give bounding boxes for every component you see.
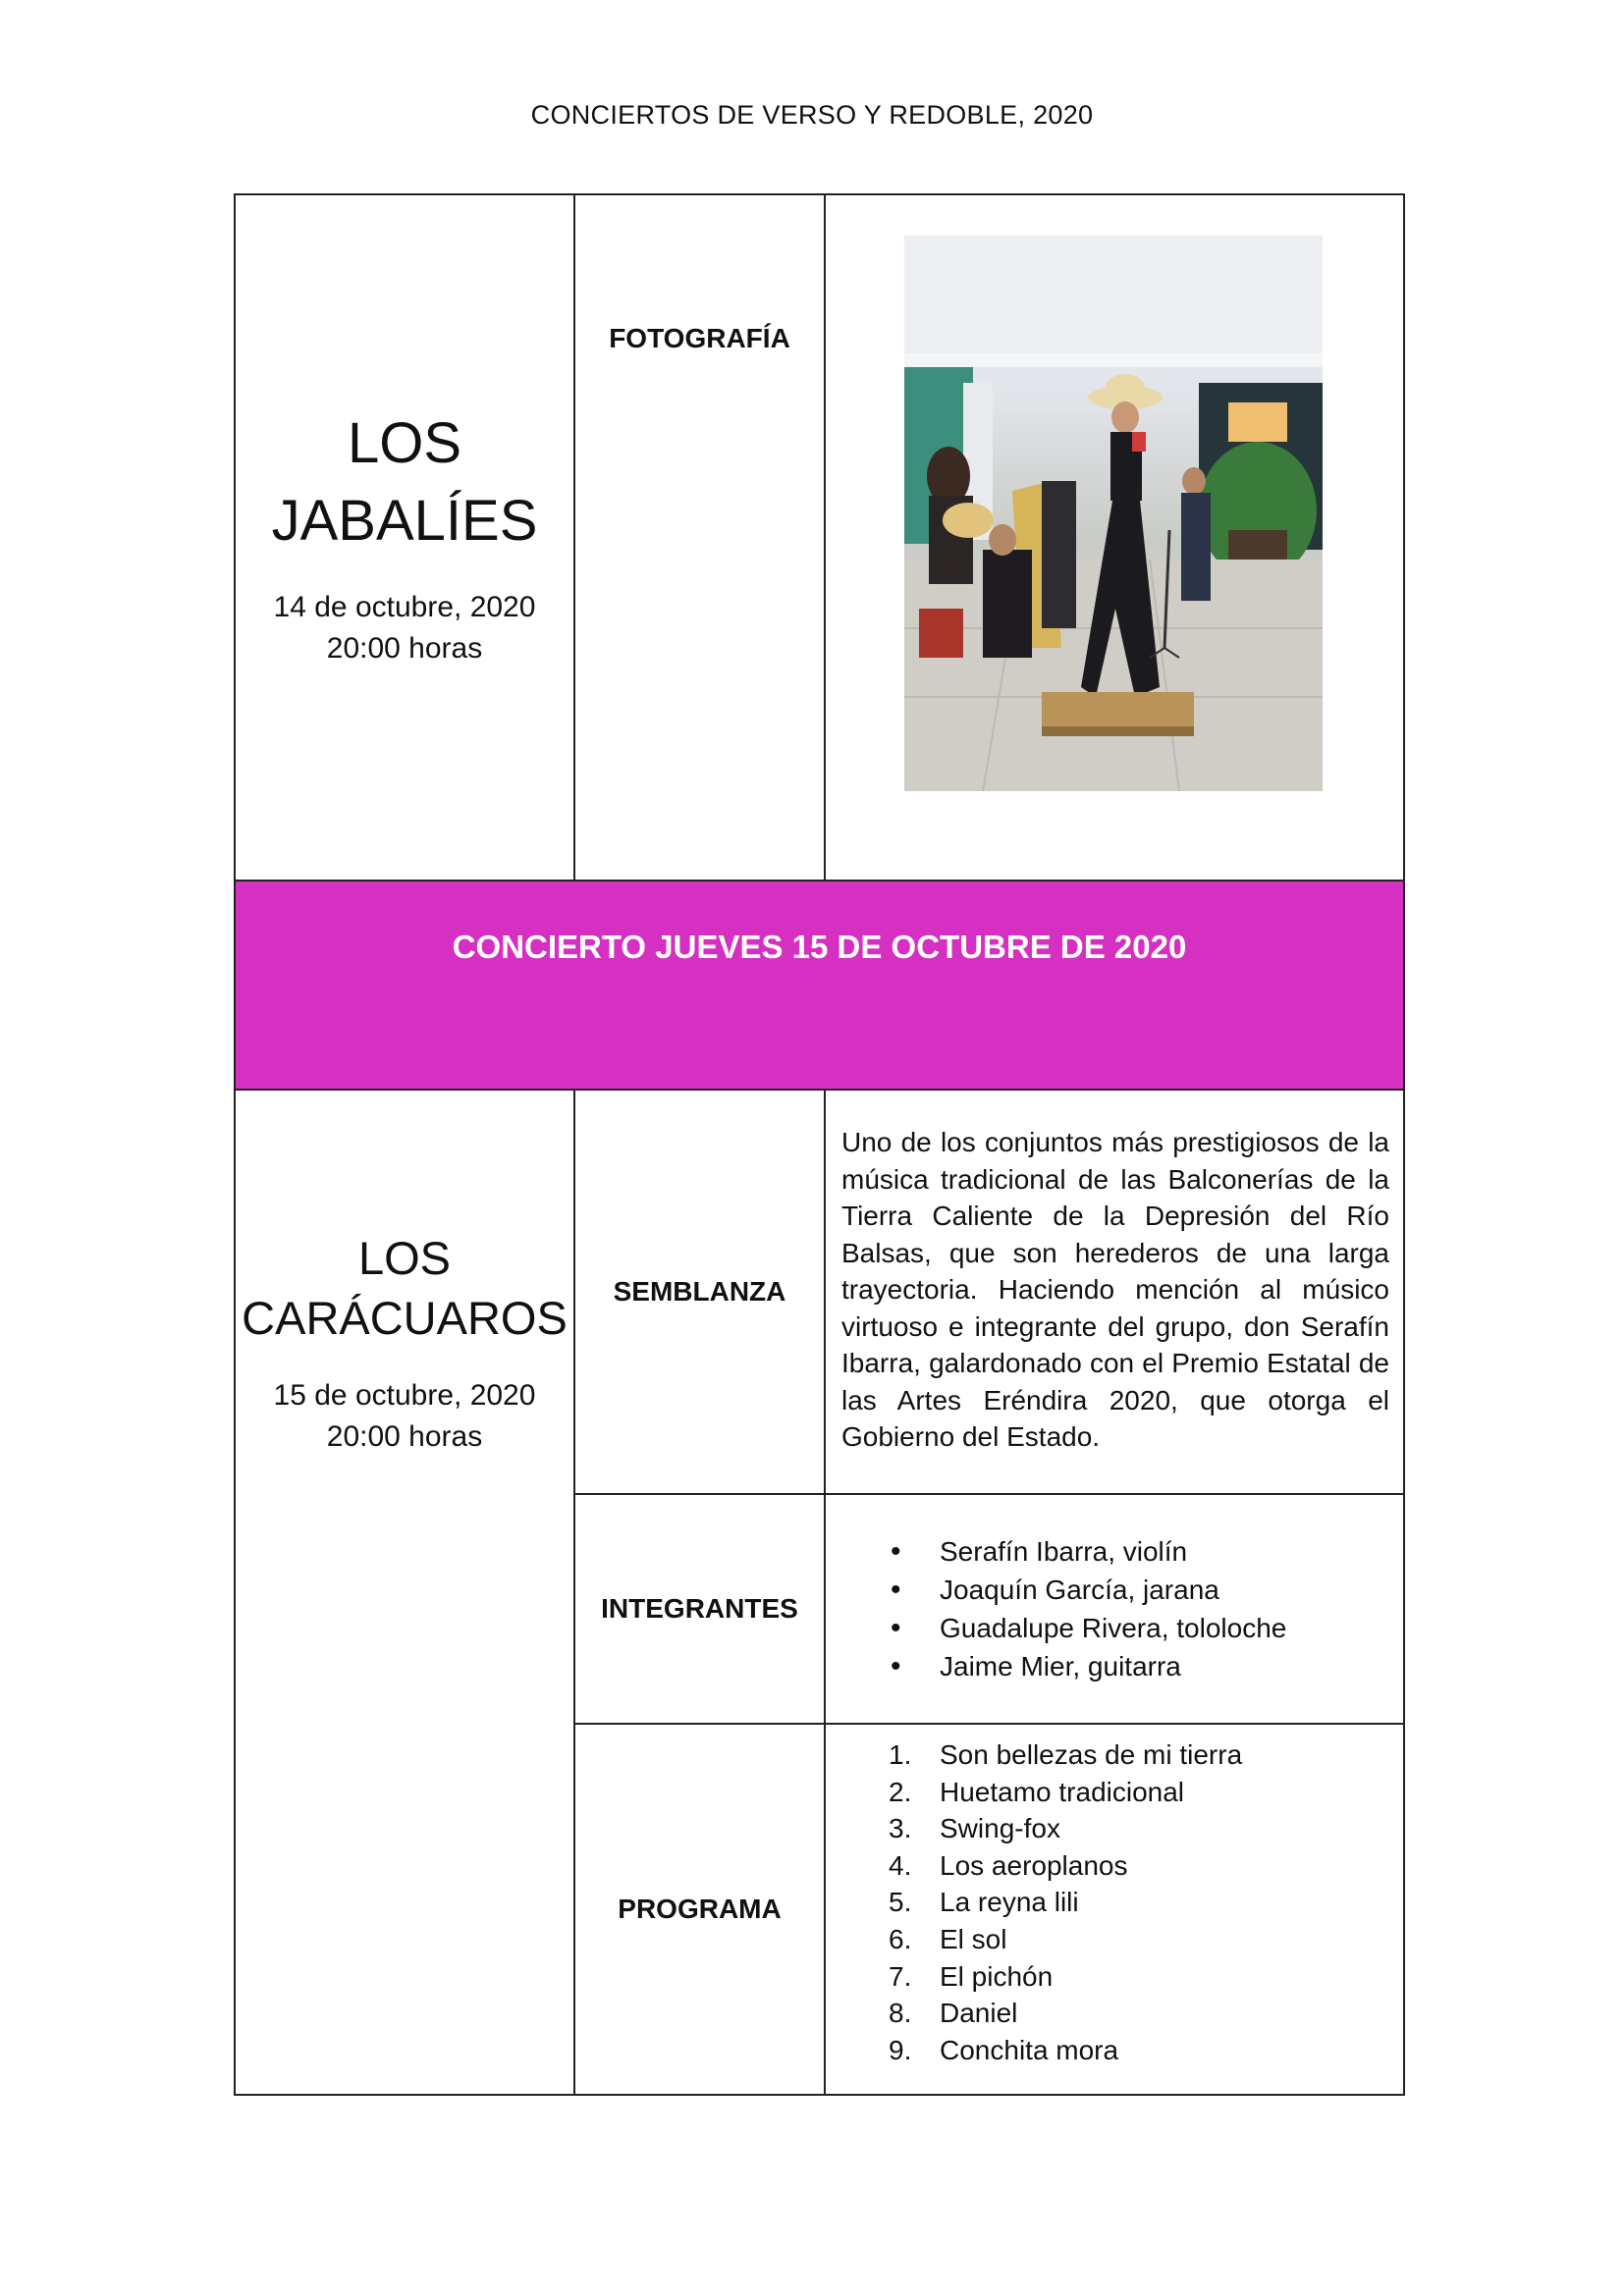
list-number: 1. bbox=[889, 1739, 912, 1770]
photo-illustration bbox=[904, 236, 1323, 791]
group-cell-caracuaros bbox=[235, 1090, 574, 2095]
list-number: 5. bbox=[889, 1887, 912, 1918]
semblanza-text: Uno de los conjuntos más prestigiosos de la música tradicional de las Balconerías de la Tierra Caliente de la Depresión del Río Balsas, que son herederos de una larga trayectoria. Haciendo mención al músico virtuoso e integrante del grupo, don Serafín Ibarra, galardonado con el Premio Estatal de las Artes Eréndira 2020, que otorga el Gobierno del Estado. bbox=[841, 1127, 1389, 1452]
programa-cell bbox=[825, 1724, 1404, 2095]
song-title: Conchita mora bbox=[940, 2034, 1119, 2065]
list-number: 4. bbox=[889, 1849, 912, 1881]
list-item bbox=[826, 2032, 1403, 2069]
program-list bbox=[826, 1725, 1403, 2068]
page-title: CONCIERTOS DE VERSO Y REDOBLE, 2020 bbox=[530, 100, 1094, 130]
song-title: Son bellezas de mi tierra bbox=[940, 1739, 1243, 1770]
song-title: Daniel bbox=[940, 1998, 1018, 2029]
concert-date: 15 de octubre, 2020 bbox=[273, 1379, 536, 1413]
song-title: Los aeroplanos bbox=[940, 1849, 1128, 1881]
list-item bbox=[826, 1958, 1403, 1996]
label-integrantes: INTEGRANTES bbox=[574, 1494, 825, 1724]
label-semblanza: SEMBLANZA bbox=[574, 1090, 825, 1494]
concert-date: 14 de octubre, 2020 bbox=[273, 590, 536, 623]
label-programa: PROGRAMA bbox=[574, 1724, 825, 2095]
group-name bbox=[236, 1228, 573, 1348]
group-photo bbox=[904, 236, 1323, 791]
table-row bbox=[235, 881, 1404, 1090]
concert-time: 20:00 horas bbox=[326, 1420, 483, 1454]
group-name bbox=[236, 405, 573, 560]
list-item bbox=[826, 1921, 1403, 1958]
concert-banner bbox=[235, 881, 1404, 1090]
list-number: 8. bbox=[889, 1998, 912, 2029]
song-title: El sol bbox=[940, 1923, 1007, 1954]
song-title: Huetamo tradicional bbox=[940, 1776, 1185, 1807]
label-fotografia: FOTOGRAFÍA bbox=[574, 194, 825, 881]
song-title: La reyna lili bbox=[940, 1887, 1079, 1918]
semblanza-cell bbox=[825, 1090, 1404, 1494]
list-item: • Jaime Mier, guitarra bbox=[826, 1647, 1403, 1685]
list-item: • Serafín Ibarra, violín bbox=[826, 1532, 1403, 1571]
list-item: • Guadalupe Rivera, tololoche bbox=[826, 1609, 1403, 1647]
list-item bbox=[826, 1884, 1403, 1921]
list-number: 6. bbox=[889, 1923, 912, 1954]
group-name-line: LOS bbox=[347, 411, 462, 476]
table-row bbox=[235, 1090, 1404, 1494]
list-number: 2. bbox=[889, 1776, 912, 1807]
list-item bbox=[826, 1847, 1403, 1885]
group-name-line: JABALÍES bbox=[271, 488, 538, 553]
list-item bbox=[826, 1736, 1403, 1774]
concert-table bbox=[234, 193, 1405, 2096]
photo-cell bbox=[825, 194, 1404, 881]
list-number: 7. bbox=[889, 1960, 912, 1992]
banner-text: CONCIERTO JUEVES 15 DE OCTUBRE DE 2020 bbox=[452, 929, 1187, 965]
list-number: 9. bbox=[889, 2034, 912, 2065]
list-number: 3. bbox=[889, 1813, 912, 1844]
concert-time: 20:00 horas bbox=[326, 631, 483, 665]
group-name-line: CARÁCUAROS bbox=[242, 1292, 568, 1345]
list-item bbox=[826, 1774, 1403, 1811]
song-title: El pichón bbox=[940, 1960, 1054, 1992]
list-item: • Joaquín García, jarana bbox=[826, 1571, 1403, 1609]
group-name-line: LOS bbox=[357, 1232, 452, 1284]
members-list bbox=[826, 1532, 1403, 1685]
list-item bbox=[826, 1810, 1403, 1847]
song-title: Swing-fox bbox=[940, 1813, 1060, 1844]
integrantes-cell bbox=[825, 1494, 1404, 1724]
table-row bbox=[235, 194, 1404, 881]
list-item bbox=[826, 1995, 1403, 2032]
group-cell-jabalies bbox=[235, 194, 574, 881]
